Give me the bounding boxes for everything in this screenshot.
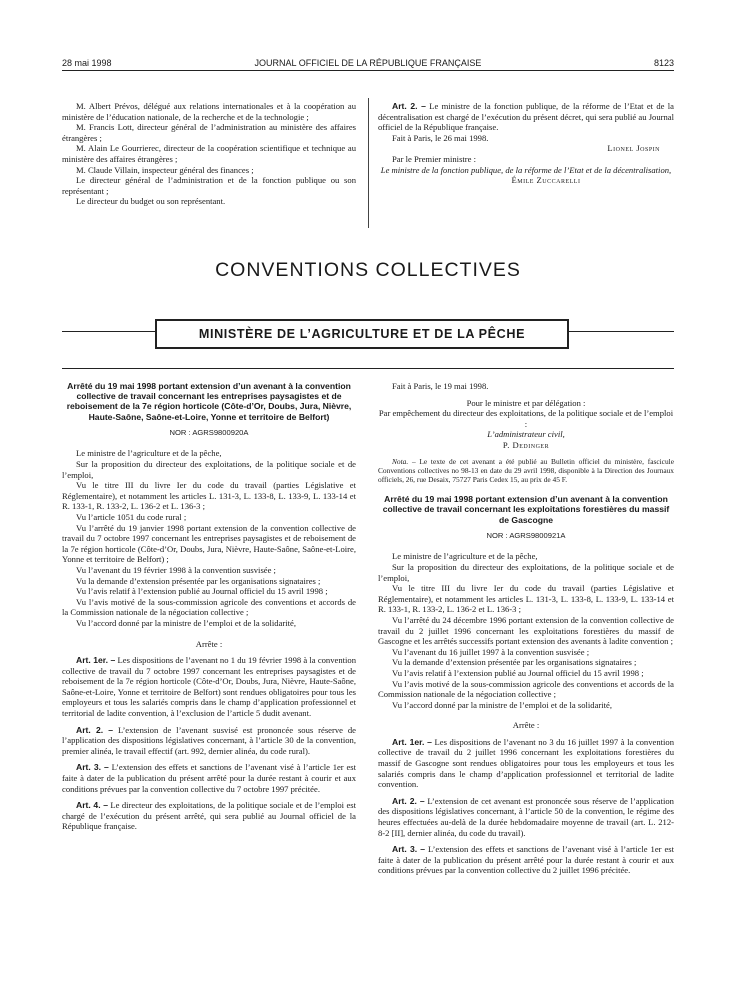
- article-text: Le directeur des exploitations, de la politique sociale et de l’emploi est chargé de l’exécution du présent arrêté, qui sera publié au Journal officiel de la République française.: [62, 800, 356, 832]
- note-text: Le texte de cet avenant a été publié au Bulletin officiel du ministère, fascicule Conventions collectives no 98-13 en date du 29 avril 1998, disponible à la Direction des Journaux officiels, 26, rue Desaix, 75727 Paris Cedex 15, au prix de 45 F.: [378, 456, 674, 484]
- article-text: L’extension de cet avenant est prononcée sous réserve de l’application des dispositions législatives concernant, à l’article 50 de la convention, le régime des heures effectuées au-delà de la durée hebdomadaire moyenne de travail (art. L. 212-8-2 [II], dernier alinéa, du code du travail).: [378, 795, 674, 838]
- header-page-number: 8123: [653, 58, 674, 68]
- article-text: Les dispositions de l’avenant no 1 du 19 février 1998 à la convention collective de travail du 7 octobre 1997 concernant les entreprises paysagistes et de reboisement de la 7e région horticole (Côte-d’Or, Doubs, Jura, Nièvre, Haute-Saône, Saône-et-Loire, Yonne et territoire de Belfort) sont rendues obligatoires pour tous les employeurs et tous les salariés compris dans le champ d’application professionnel et territorial de ladite convention, à l’exclusion de l’article 5 dudit avenant.: [62, 655, 356, 719]
- intro-paragraph: Vu le titre III du livre Ier du code du travail (parties Législative et Réglementaire), et notamment les articles L. 131-3, L. 133-8, L. 133-9, L. 133-14 et R. 133-1, R. 133-2, L. 136-2 et L. 136-3 ;: [62, 480, 356, 512]
- member-item: Le directeur général de l’administration et de la fonction publique ou son représentant ;: [62, 175, 356, 196]
- article-label: Art. 3. –: [76, 762, 109, 773]
- intro-paragraph: Vu l’article 1051 du code rural ;: [76, 511, 187, 522]
- article-label: Art. 4. –: [76, 800, 109, 811]
- intro-paragraph: Vu l’avenant du 19 février 1998 à la convention susvisée ;: [76, 564, 276, 575]
- signature-line: L’administrateur civil,: [487, 429, 565, 440]
- intro-paragraph: Vu le titre III du livre Ier du code du travail (parties Législative et Réglementaire), et notamment les articles L. 131-3, L. 133-8, L. 133-9, L. 133-14 et R. 133-1, R. 133-2, L. 136-2 et L. 136-3 ;: [378, 583, 674, 615]
- intro-paragraph: Vu l’avis relatif à l’extension publié au Journal officiel du 15 avril 1998 ;: [76, 586, 328, 597]
- place-date: Fait à Paris, le 26 mai 1998.: [392, 132, 489, 143]
- intro-paragraph: Vu l’avis motivé de la sous-commission agricole des conventions et accords de la Commission nationale de la négociation collective ;: [378, 678, 674, 700]
- intro-paragraph: Vu l’accord donné par la ministre de l’emploi et de la solidarité,: [392, 699, 612, 710]
- intro-paragraph: Vu l’arrêté du 19 janvier 1998 portant extension de la convention collective de travail du 7 octobre 1997 concernant les entreprises paysagistes et de reboisement de la 7e région horticole (Côte-d’Or, Doubs, Jura, Nièvre, Haute-Saône, Saône-et-Loire, Yonne et territoire de Belfort) ;: [62, 522, 356, 565]
- intro-paragraph: Sur la proposition du directeur des exploitations, de la politique sociale et de l’emploi,: [62, 459, 356, 480]
- header-journal-title: JOURNAL OFFICIEL DE LA RÉPUBLIQUE FRANÇAISE: [254, 58, 482, 68]
- intro-paragraph: Vu l’accord donné par la ministre de l’emploi et de la solidarité,: [76, 617, 296, 628]
- arrete-title: Arrêté du 19 mai 1998 portant extension d’un avenant à la convention collective de travail concernant les exploitations forestières du massif de Gascogne: [382, 494, 670, 525]
- right-column: [378, 381, 674, 876]
- intro-paragraph: Vu l’avenant du 16 juillet 1997 à la convention susvisée ;: [392, 646, 590, 657]
- intro-paragraph: Le ministre de l’agriculture et de la pêche,: [76, 448, 222, 459]
- article-text: L’extension des effets et sanctions de l’avenant visé à l’article 1er est faite à dater de la publication du présent arrêté pour la durée restant à courir et aux conditions prévues par la convention collective du 2 juillet 1996 précitée.: [378, 844, 674, 876]
- article-text: Le ministre de la fonction publique, de la réforme de l’Etat et de la décentralisation est chargé de l’exécution du présent décret, qui sera publié au Journal officiel de la République française.: [378, 101, 674, 133]
- place-date: Fait à Paris, le 19 mai 1998.: [392, 381, 489, 391]
- member-item: Le directeur du budget ou son représentant.: [76, 196, 226, 207]
- section-rule: [62, 368, 674, 369]
- article-text: L’extension des effets et sanctions de l’avenant visé à l’article 1er est faite à dater de la publication du présent arrêté pour la durée restant à courir et aux conditions prévues par la convention collective du 7 octobre 1997 précitée.: [62, 762, 357, 794]
- nor-reference: NOR : AGRS9800920A: [169, 427, 249, 437]
- signature-line: Par empêchement du directeur des exploitations, de la politique sociale et de l’emploi :: [378, 408, 674, 429]
- note-label: Nota. –: [392, 456, 416, 466]
- signature-line: Pour le ministre et par délégation :: [466, 397, 586, 408]
- top-left-column: [62, 101, 356, 207]
- article-label: Art. 2. –: [392, 101, 426, 111]
- member-item: M. Alain Le Gourrierec, directeur de la coopération scientifique et technique au ministère des affaires étrangères ;: [62, 143, 356, 164]
- member-item: M. Albert Prévos, délégué aux relations internationales et à la coopération au ministère de l’éducation nationale, de la recherche et de la technologie ;: [62, 101, 356, 122]
- article-label: Art. 1er. –: [392, 736, 432, 747]
- signer-name: P. Dedinger: [502, 439, 550, 450]
- signer-name: Lionel Jospin: [607, 143, 660, 154]
- arrete-word: Arrête :: [195, 638, 223, 649]
- arrete-title: Arrêté du 19 mai 1998 portant extension d’un avenant à la convention collective de travail concernant les entreprises paysagistes et de reboisement de la 7e région horticole (Côte-d’Or, Doubs, Jura, Nièvre, Haute-Saône, Saône-et-Loire, Yonne et territoire de Belfort): [66, 381, 352, 422]
- article-label: Art. 2. –: [76, 724, 114, 735]
- article-text: Les dispositions de l’avenant no 3 du 16 juillet 1997 à la convention collective de travail du 2 juillet 1996 concernant les exploitations forestières du massif de Gascogne sont rendues obligatoires pour tous les employeurs et tous les salariés compris dans le champ d’application professionnel et territorial de ladite convention.: [378, 736, 675, 790]
- minister-name: Émile Zuccarelli: [511, 175, 581, 186]
- article-text: L’extension de l’avenant susvisé est prononcée sous réserve de l’application des dispositions législatives concernant, à l’article 30 de la convention, premier alinéa, le travail effectif (art. 992, dernier alinéa, du code rural).: [62, 724, 356, 756]
- nor-reference: NOR : AGRS9800921A: [486, 530, 566, 540]
- intro-paragraph: Vu la demande d’extension présentée par les organisations signataires ;: [392, 657, 637, 668]
- intro-paragraph: Vu l’avis motivé de la sous-commission agricole des conventions et accords de la Commission nationale de la négociation collective ;: [62, 596, 356, 618]
- intro-paragraph: Vu l’arrêté du 24 décembre 1996 portant extension de la convention collective de travail du 2 juillet 1996 concernant les exploitations forestières du massif de Gascogne et les arrêtés successifs portant extension des avenants à ladite convention ;: [378, 614, 674, 647]
- arrete-1: [62, 381, 356, 832]
- header-rule: [62, 70, 674, 71]
- intro-paragraph: Sur la proposition du directeur des exploitations, de la politique sociale et de l’emploi,: [378, 561, 674, 583]
- header-date: 28 mai 1998: [62, 58, 112, 68]
- signature-par: Par le Premier ministre :: [392, 153, 477, 164]
- article-label: Art. 2. –: [392, 795, 425, 806]
- ministry-heading: MINISTÈRE DE L’AGRICULTURE ET DE LA PÊCHE: [155, 319, 569, 349]
- article-label: Art. 1er. –: [76, 655, 116, 666]
- column-divider: [368, 98, 369, 228]
- signature-role: Le ministre de la fonction publique, de la réforme de l’Etat et de la décentralisation,: [380, 164, 672, 175]
- intro-paragraph: Vu l’avis relatif à l’extension publié au Journal officiel du 15 avril 1998 ;: [392, 667, 644, 678]
- intro-paragraph: Le ministre de l’agriculture et de la pêche,: [392, 551, 538, 562]
- section-title: CONVENTIONS COLLECTIVES: [215, 259, 521, 281]
- article-label: Art. 3. –: [392, 844, 426, 855]
- intro-paragraph: Vu la demande d’extension présentée par les organisations signataires ;: [76, 575, 321, 586]
- top-right-column: [378, 101, 674, 186]
- member-item: M. Francis Lott, directeur général de l’administration au ministère des affaires étrangères ;: [62, 122, 356, 143]
- member-item: M. Claude Villain, inspecteur général des finances ;: [76, 164, 254, 175]
- arrete-word: Arrête :: [512, 720, 540, 731]
